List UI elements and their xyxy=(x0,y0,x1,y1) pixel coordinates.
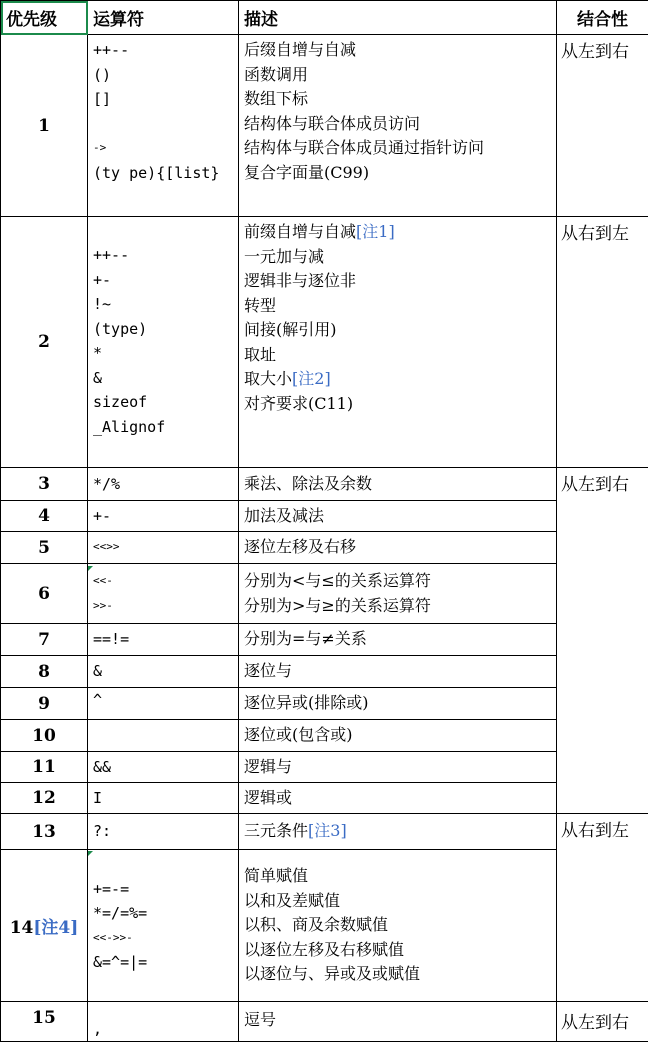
priority-cell xyxy=(1,850,88,1002)
operator: !~ xyxy=(93,292,238,317)
description: 以积、商及余数赋值 xyxy=(244,913,556,938)
table-row xyxy=(1,564,648,624)
comment-marker xyxy=(88,851,93,856)
footnote-link[interactable]: [注1] xyxy=(356,222,395,241)
operator: (ty pe){[list} xyxy=(93,161,238,186)
associativity-cell: 从左到右 xyxy=(557,35,648,217)
header-row xyxy=(1,1,648,35)
table-row xyxy=(1,850,648,1002)
table-row xyxy=(1,217,648,468)
priority-cell: 5 xyxy=(1,532,88,564)
description: 结构体与联合体成员通过指针访问 xyxy=(244,136,556,161)
description-cell: 逐位左移及右移 xyxy=(239,532,557,564)
description: 复合字面量(C99) xyxy=(244,161,556,186)
description: 简单赋值 xyxy=(244,864,556,889)
description-cell: 逐位与 xyxy=(239,656,557,688)
description: 转型 xyxy=(244,294,556,319)
priority-cell: 10 xyxy=(1,720,88,752)
operator: (type) xyxy=(93,317,238,342)
operator-cell: ==!= xyxy=(88,624,239,656)
table-row xyxy=(1,532,648,564)
description-cell: 逗号 xyxy=(239,1002,557,1042)
operator-cell xyxy=(88,720,239,752)
table-row xyxy=(1,752,648,783)
description xyxy=(244,220,556,245)
associativity-cell: 从右到左 xyxy=(557,217,648,468)
table-row xyxy=(1,656,648,688)
comment-marker xyxy=(88,566,93,571)
operator: [] xyxy=(93,87,238,112)
operator-cell: +- xyxy=(88,501,239,532)
operator-cell: , xyxy=(88,1002,239,1042)
priority-cell: 4 xyxy=(1,501,88,532)
description: 分别为<与≤的关系运算符 xyxy=(244,569,556,594)
priority-cell: 8 xyxy=(1,656,88,688)
table-row xyxy=(1,624,648,656)
description: 以逐位与、异或及或赋值 xyxy=(244,962,556,987)
description: 以逐位左移及右移赋值 xyxy=(244,938,556,963)
description-cell: 逐位异或(排除或) xyxy=(239,688,557,720)
table-row xyxy=(1,783,648,814)
header-priority[interactable]: 优先级 xyxy=(1,1,88,35)
description-cell xyxy=(239,850,557,1002)
table-row xyxy=(1,468,648,501)
table-row xyxy=(1,814,648,850)
priority-cell: 6 xyxy=(1,564,88,624)
description-cell xyxy=(239,217,557,468)
operator: -> xyxy=(93,136,238,161)
description-cell: 乘法、除法及余数 xyxy=(239,468,557,501)
operator: () xyxy=(93,63,238,88)
description-cell: 逻辑或 xyxy=(239,783,557,814)
table-row xyxy=(1,720,648,752)
priority-cell: 13 xyxy=(1,814,88,850)
footnote-link[interactable]: [注2] xyxy=(292,369,331,388)
description: 函数调用 xyxy=(244,63,556,88)
operator: sizeof xyxy=(93,390,238,415)
footnote-link[interactable]: [注3] xyxy=(308,821,347,840)
description: 逻辑非与逐位非 xyxy=(244,269,556,294)
operator-cell: ?: xyxy=(88,814,239,850)
description: 后缀自增与自减 xyxy=(244,38,556,63)
table-row xyxy=(1,688,648,720)
header-operator: 运算符 xyxy=(88,1,239,35)
priority-cell: 7 xyxy=(1,624,88,656)
operator-cell: <<>> xyxy=(88,532,239,564)
description: 数组下标 xyxy=(244,87,556,112)
operator: +=-= xyxy=(93,877,238,902)
table-row xyxy=(1,501,648,532)
operator-cell xyxy=(88,217,239,468)
operator: _Alignof xyxy=(93,415,238,440)
description-cell: 分别为=与≠关系 xyxy=(239,624,557,656)
operator: <<- xyxy=(93,569,238,594)
description: 一元加与减 xyxy=(244,245,556,270)
operator-cell xyxy=(88,850,239,1002)
description-cell: 逻辑与 xyxy=(239,752,557,783)
footnote-link[interactable]: [注4] xyxy=(33,918,78,938)
operator: >>- xyxy=(93,594,238,619)
description-cell: 逐位或(包含或) xyxy=(239,720,557,752)
table-row xyxy=(1,35,648,217)
priority-text: 14 xyxy=(10,918,34,938)
operator-cell: */% xyxy=(88,468,239,501)
operator-cell: I xyxy=(88,783,239,814)
operator: & xyxy=(93,366,238,391)
operator: +- xyxy=(93,268,238,293)
operator-cell: & xyxy=(88,656,239,688)
associativity-cell: 从左到右 xyxy=(557,468,648,814)
description xyxy=(244,367,556,392)
operator-cell xyxy=(88,35,239,217)
description-text: 前缀自增与自减 xyxy=(244,222,356,241)
description: 取址 xyxy=(244,343,556,368)
description: 以和及差赋值 xyxy=(244,889,556,914)
priority-cell: 2 xyxy=(1,217,88,468)
priority-cell: 3 xyxy=(1,468,88,501)
priority-cell: 9 xyxy=(1,688,88,720)
description-cell xyxy=(239,564,557,624)
operator: ++-- xyxy=(93,243,238,268)
description-text: 三元条件 xyxy=(244,821,308,840)
operator xyxy=(93,112,238,137)
description: 分别为>与≥的关系运算符 xyxy=(244,594,556,619)
priority-cell: 12 xyxy=(1,783,88,814)
priority-cell: 15 xyxy=(1,1002,88,1042)
header-associativity: 结合性 xyxy=(557,1,648,35)
description: 结构体与联合体成员访问 xyxy=(244,112,556,137)
operator: * xyxy=(93,341,238,366)
description-text: 取大小 xyxy=(244,369,292,388)
associativity-cell: 从右到左 xyxy=(557,814,648,1002)
description-cell: 加法及减法 xyxy=(239,501,557,532)
description-cell xyxy=(239,814,557,850)
header-description: 描述 xyxy=(239,1,557,35)
associativity-cell: 从左到右 xyxy=(557,1002,648,1042)
operator: &=^=|= xyxy=(93,950,238,975)
description: 间接(解引用) xyxy=(244,318,556,343)
description: 对齐要求(C11) xyxy=(244,392,556,417)
operator: <<->>- xyxy=(93,926,238,951)
operator: ++-- xyxy=(93,38,238,63)
description-cell xyxy=(239,35,557,217)
operator-cell: && xyxy=(88,752,239,783)
priority-cell: 11 xyxy=(1,752,88,783)
operator-cell xyxy=(88,564,239,624)
operator-cell: ^ xyxy=(88,688,239,720)
priority-cell: 1 xyxy=(1,35,88,217)
table-row xyxy=(1,1002,648,1042)
operator: *=/=%= xyxy=(93,901,238,926)
